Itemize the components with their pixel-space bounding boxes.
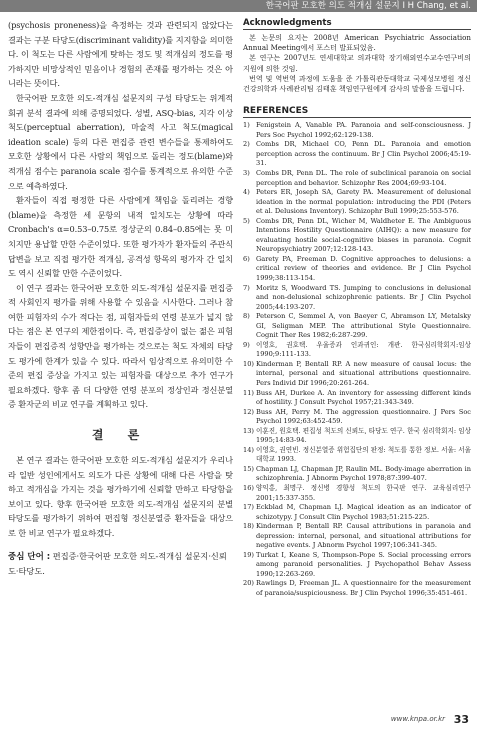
reference-item bbox=[243, 465, 471, 484]
reference-item bbox=[243, 484, 471, 503]
reference-text: Buss AH, Perry M. The aggression questionnaire. J Pers Soc Psychol 1992;63:452-459. bbox=[256, 407, 471, 426]
reference-text: Eckblad M, Chapman LJ. Magical ideation as an indicator of schizotypy. J Consult Clin Psychol 1983;51:215-225. bbox=[256, 503, 471, 521]
reference-text: Combs DR, Penn DL, Wicher M, Waldheter E. The Ambiguous Intentions Hostility Questionnaire (AIHQ): a new measure for evaluating hostile social-cognitive biases in paranoia. Cognit Neuropsychiatry 2007;12:128-143. bbox=[256, 216, 471, 254]
reference-number: 12) bbox=[243, 407, 254, 416]
acknowledgment-paragraph: 번역 및 역번역 과정에 도움을 준 가톨릭관동대학교 국제성모병원 정신건강의학과 사례관리팀 김태훈 책임연구원에게 감사의 말씀을 드립니다. bbox=[243, 73, 471, 94]
reference-item bbox=[243, 579, 471, 598]
reference-number: 13) bbox=[243, 426, 254, 435]
running-title: 한국어판 모호한 의도 적개심 설문지 I H Chang, et al. bbox=[265, 1, 471, 11]
reference-text: Buss AH, Durkee A. An inventory for assessing different kinds of hostility. J Consult Psychol 1957;21:343-349. bbox=[256, 388, 471, 407]
reference-text: Combs DR, Michael CO, Penn DL. Paranoia and emotion perception across the continuum. Br J Clin Psychol 2006;45:19-31. bbox=[256, 140, 471, 168]
reference-number: 19) bbox=[243, 550, 254, 559]
acknowledgment-paragraph: 본 연구는 2007년도 연세대학교 의과대학 장기해외연수교수연구비의 지원에 의한 것임. bbox=[243, 53, 471, 73]
references-heading: REFERENCES bbox=[243, 106, 471, 118]
reference-text: 이영호, 권연빈. 정신분열증 위험집단의 판정: 척도를 통한 정보. 서울: 서울대학교 1993. bbox=[256, 445, 471, 464]
reference-text: Peterson C, Semmel A, von Baeyer C, Abramson LY, Metalsky GI, Seligman MEP. The attributional Style Questionnaire. Cognit Ther Res 1982;6:287-299. bbox=[256, 312, 471, 340]
journal-url: www.knpa.or.kr bbox=[390, 715, 445, 723]
reference-item bbox=[243, 217, 471, 255]
reference-number: 9) bbox=[243, 340, 250, 349]
reference-text: Peters ER, Joseph SA, Garety PA. Measurement of delusional ideation in the normal population: introducing the PDI (Peters et al. Delusions Inventory). Schizophr Bull 1999;25:553-576. bbox=[256, 188, 471, 216]
reference-text: Garety PA, Freeman D. Cognitive approaches to delusions: a critical review of theories and evidence. Br J Clin Psychol 1999;38:113-154. bbox=[256, 254, 471, 282]
body-paragraph: 환자들이 직접 평정한 다른 사람에게 책임을 돌리려는 경향(blame)을 측정한 세 문항의 내적 일치도는 상황에 따라 Cronbach's α=0.53–0.75로 정상군의 0.84–0.85에는 못 미치지만 용납할 만한 수준이었다. 또한 평가자가 환자들의 주관식 답변을 보고 직접 평가한 적개심, 공격성 항목의 평가자 간 일치도 역시 신뢰할 만한 수준이었다. bbox=[8, 195, 233, 279]
reference-text: Combs DR, Penn DL. The role of subclinical paranoia on social perception and behavior. Schizophr Res 2004;69:93-104. bbox=[256, 168, 471, 187]
body-paragraph: 이 연구 결과는 한국어판 모호한 의도-적개심 설문지를 편집증적 사회인지 평가를 위해 사용할 수 있음을 시사한다. 그러나 참여한 피험자의 수가 적다는 점, 피험자들의 연령 분포가 넓지 않다는 점은 본 연구의 제한점이다. 즉, 편집증상이 없는 젊은 피험자들이 편집증적 성향만을 평가하는 것으로는 척도 자체의 타당도 평가에 한계가 있을 수 있다. 따라서 임상적으로 유의미한 수준의 편집 증상을 가지고 있는 피험자를 대상으로 추가 연구가 필요하겠다. 향후 좀 더 다양한 연령 분포의 정상인과 정신분열증 환자군의 비교 연구를 계획하고 있다. bbox=[8, 282, 233, 410]
reference-number: 1) bbox=[243, 121, 250, 130]
reference-number: 20) bbox=[243, 579, 254, 588]
reference-text: Turkat I, Keane S, Thompson-Pope S. Social processing errors among paranoid personalities. J Psychopathol Behav Assess 1990;12:263-269. bbox=[256, 550, 471, 578]
reference-item bbox=[243, 140, 471, 169]
reference-number: 8) bbox=[243, 312, 250, 321]
conclusion-paragraph: 본 연구 결과는 한국어판 모호한 의도-적개심 설문지가 우리나라 일반 성인에게서도 의도가 다른 상황에 대해 다른 사람을 탓하고 적개심을 가지는 것을 평가하기에 신뢰할 만하고 타당함을 보이고 있다. 향후 한국어판 모호한 의도-적개심 설문지의 분별 타당도를 평가하기 위하여 편집형 정신분열증 환자들을 대상으로 한 비교 연구가 필요하겠다. bbox=[8, 455, 233, 538]
reference-number: 14) bbox=[243, 445, 254, 454]
reference-item bbox=[243, 551, 471, 580]
keywords-label: 중심 단어 : bbox=[8, 551, 51, 562]
reference-item bbox=[243, 341, 471, 360]
reference-item bbox=[243, 284, 471, 313]
keywords bbox=[8, 549, 233, 579]
reference-text: Chapman LJ, Chapman JP, Raulin ML. Body-image aberration in schizophrenia. J Abnorm Psychol 1978;87:399-407. bbox=[256, 464, 471, 483]
page-number: 33 bbox=[453, 713, 469, 726]
reference-number: 11) bbox=[243, 388, 254, 397]
reference-item bbox=[243, 446, 471, 465]
reference-text: Fenigstein A, Vanable PA. Paranoia and self-consciousness. J Pers Soc Psychol 1992;62:129-138. bbox=[256, 121, 471, 139]
reference-text: Rawlings D, Freeman JL. A questionnaire for the measurement of paranoia/suspiciousness. Br J Clin Psychol 1996;35:451-461. bbox=[256, 579, 471, 598]
conclusion-heading: 결 론 bbox=[91, 428, 150, 443]
reference-text: Moritz S, Woodward TS. Jumping to conclusions in delusional and non-delusional schizophrenic patients. Br J Clin Psychol 2005;44:193-207. bbox=[256, 283, 471, 311]
acknowledgment-paragraph: 본 논문의 요지는 2008년 American Psychiatric Association Annual Meeting에서 포스터 발표되었음. bbox=[243, 33, 471, 53]
reference-item bbox=[243, 121, 471, 140]
running-header-bar bbox=[0, 0, 477, 12]
reference-number: 10) bbox=[243, 359, 254, 368]
reference-number: 17) bbox=[243, 503, 254, 512]
body-paragraph: (psychosis proneness)을 측정하는 것과 관련되지 않았다는 결과는 구분 타당도(discriminant validity)를 지지함을 의미한다. 이 척도는 다른 사람에게 탓하는 정도 및 적개심의 정도를 평가하지만 비망상적인 믿음이나 경험의 존재를 평가하는 것은 아니라는 뜻이다. bbox=[8, 20, 233, 89]
reference-item bbox=[243, 427, 471, 446]
right-column bbox=[243, 18, 471, 599]
reference-text: 이영호, 권호택. 우울증과 인과귀인: 개관. 한국심리학회지:임상 1990;9:111-133. bbox=[256, 340, 471, 359]
reference-number: 4) bbox=[243, 188, 250, 197]
reference-item bbox=[243, 169, 471, 188]
reference-item bbox=[243, 503, 471, 522]
reference-number: 7) bbox=[243, 283, 250, 292]
reference-item bbox=[243, 408, 471, 427]
reference-text: 양익홍, 최명구. 정신병 경향성 척도의 한국판 연구. 교육심리연구 2001;15:337-355. bbox=[256, 484, 471, 502]
reference-text: Kinderman P, Bentall RP. Causal attributions in paranoia and depression: internal, personal, and situational attributions for negative events. J Abnorm Psychol 1997;106:341-345. bbox=[256, 522, 471, 550]
reference-number: 18) bbox=[243, 522, 254, 531]
reference-number: 6) bbox=[243, 254, 250, 263]
reference-list bbox=[243, 121, 471, 598]
reference-number: 15) bbox=[243, 464, 254, 473]
keywords-text: 편집증·한국어판 모호한 의도-적개심 설문지·신뢰도·타당도. bbox=[8, 550, 227, 577]
reference-text: Kinderman P, Bentall RP. A new measure of causal locus: the internal, personal and situational attributions questionnaire. Pers Individ Dif 1996;20:261-264. bbox=[256, 359, 471, 387]
reference-number: 5) bbox=[243, 216, 250, 225]
reference-number: 2) bbox=[243, 140, 250, 149]
reference-item bbox=[243, 312, 471, 341]
reference-number: 3) bbox=[243, 168, 250, 177]
reference-item bbox=[243, 188, 471, 217]
reference-item bbox=[243, 360, 471, 389]
reference-item bbox=[243, 522, 471, 551]
reference-item bbox=[243, 389, 471, 408]
reference-number: 16) bbox=[243, 484, 254, 492]
body-paragraph: 한국어판 모호한 의도-적개심 설문지의 구성 타당도는 위계적 회귀 분석 결과에 의해 증명되었다. 성별, ASQ-bias, 지각 이상 척도(perceptual aberration), 마술적 사고 척도(magical ideation scale) 등의 다른 편집증 관련 변수들을 통제하여도 모호한 상황에서 다른 사람의 책임으로 돌리는 정도(blame)와 적개심 점수는 paranoia scale 점수를 통계적으로 유의한 수준으로 예측하였다. bbox=[8, 92, 233, 191]
acknowledgments-heading: Acknowledgments bbox=[243, 18, 471, 30]
reference-text: 이훈진, 원호택. 편집성 척도의 신뢰도, 타당도 연구. 한국 심리학회지: 임상 1995;14:83-94. bbox=[256, 426, 471, 445]
reference-item bbox=[243, 255, 471, 284]
left-column bbox=[8, 18, 233, 579]
